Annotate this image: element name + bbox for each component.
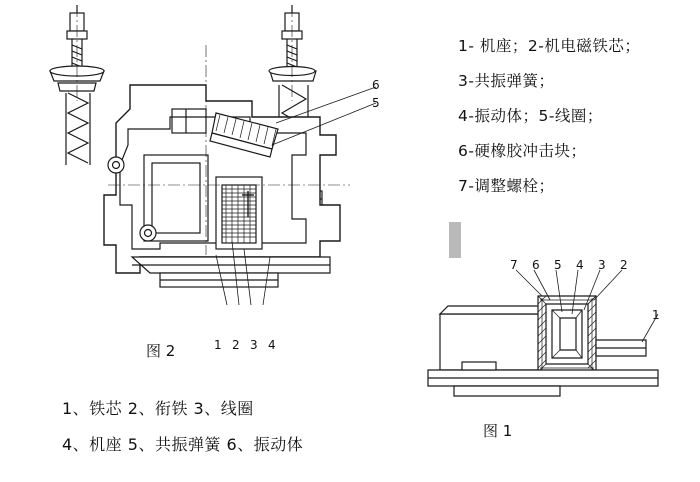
right-callout-1: 1 (652, 308, 660, 322)
legend-line-5: 7-调整螺栓； (458, 177, 555, 195)
bottom-legend-line-2: 4、机座 5、共振弹簧 6、振动体 (62, 435, 304, 454)
left-callout-2: 2 (232, 338, 240, 352)
right-callout-3: 3 (598, 258, 606, 272)
left-callout-3: 3 (250, 338, 258, 352)
left-callout-6: 6 (372, 78, 380, 92)
figure-1-caption: 图 1 (483, 422, 513, 440)
legend-line-4: 6-硬橡胶冲击块； (458, 142, 587, 160)
bottom-legend-line-1: 1、铁芯 2、衔铁 3、线圈 (62, 399, 254, 418)
right-drawing-svg (420, 252, 690, 422)
left-callout-4: 4 (268, 338, 276, 352)
left-assembly-drawing (20, 5, 420, 335)
left-callout-5: 5 (372, 96, 380, 110)
right-callout-2: 2 (620, 258, 628, 272)
left-callout-1: 1 (214, 338, 222, 352)
legend-line-1: 1- 机座；2-机电磁铁芯； (458, 37, 641, 55)
figure-2-caption: 图 2 (146, 342, 176, 360)
left-drawing-svg (20, 5, 420, 335)
right-assembly-drawing (420, 252, 690, 422)
right-callout-4: 4 (576, 258, 584, 272)
legend-line-3: 4-振动体；5-线圈； (458, 107, 603, 125)
right-callout-6: 6 (532, 258, 540, 272)
right-callout-5: 5 (554, 258, 562, 272)
right-callout-7: 7 (510, 258, 518, 272)
legend-line-2: 3-共振弹簧； (458, 72, 555, 90)
